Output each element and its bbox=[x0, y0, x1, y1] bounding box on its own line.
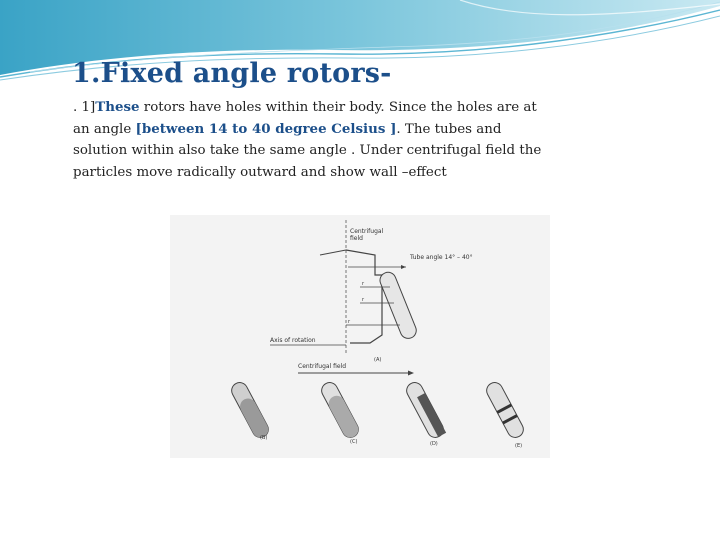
r-max-label: r bbox=[348, 319, 351, 325]
rotor-diagram bbox=[170, 215, 550, 458]
axis-of-rotation-label: Axis of rotation bbox=[270, 337, 316, 344]
angled-tube bbox=[378, 270, 419, 341]
paragraph-highlight-these: These bbox=[95, 99, 140, 115]
panel-b-label: (B) bbox=[260, 435, 268, 441]
r-av-label: r bbox=[362, 297, 365, 303]
field-arrowhead bbox=[408, 371, 414, 376]
panel-e-label: (E) bbox=[515, 443, 523, 449]
panel-a-label: (A) bbox=[374, 357, 382, 363]
tube-angle-label: Tube angle 14° – 40° bbox=[410, 254, 473, 261]
rotor-top-edge bbox=[320, 250, 346, 255]
tube-d bbox=[404, 380, 446, 440]
panel-c-label: (C) bbox=[350, 439, 358, 445]
r-min-label: r bbox=[362, 281, 365, 287]
rotor-diagram-figure bbox=[170, 215, 550, 458]
slide-title: 1.Fixed angle rotors- bbox=[72, 58, 392, 89]
field-label-top: field bbox=[350, 235, 363, 242]
slide-paragraph bbox=[73, 97, 543, 183]
panel-d-label: (D) bbox=[430, 441, 438, 447]
tube-c bbox=[319, 380, 361, 440]
paragraph-highlight-angle: [between 14 to 40 degree Celsius ] bbox=[135, 120, 397, 137]
paragraph-text-1: rotors have holes within their body. Since the holes are at an angle bbox=[73, 100, 537, 137]
tube-e bbox=[484, 380, 526, 440]
paragraph-text-2: . The tubes and solution within also take the same angle . Under centrifugal field the particles move radically outward and show wall –effect bbox=[73, 121, 542, 180]
centrifugal-field-label-mid: Centrifugal field bbox=[298, 363, 347, 370]
centrifugal-label-top: Centrifugal bbox=[350, 228, 384, 235]
tube-b bbox=[229, 380, 271, 440]
paragraph-intro: . 1] bbox=[73, 100, 96, 115]
tube-angle-arrowhead bbox=[401, 265, 406, 269]
